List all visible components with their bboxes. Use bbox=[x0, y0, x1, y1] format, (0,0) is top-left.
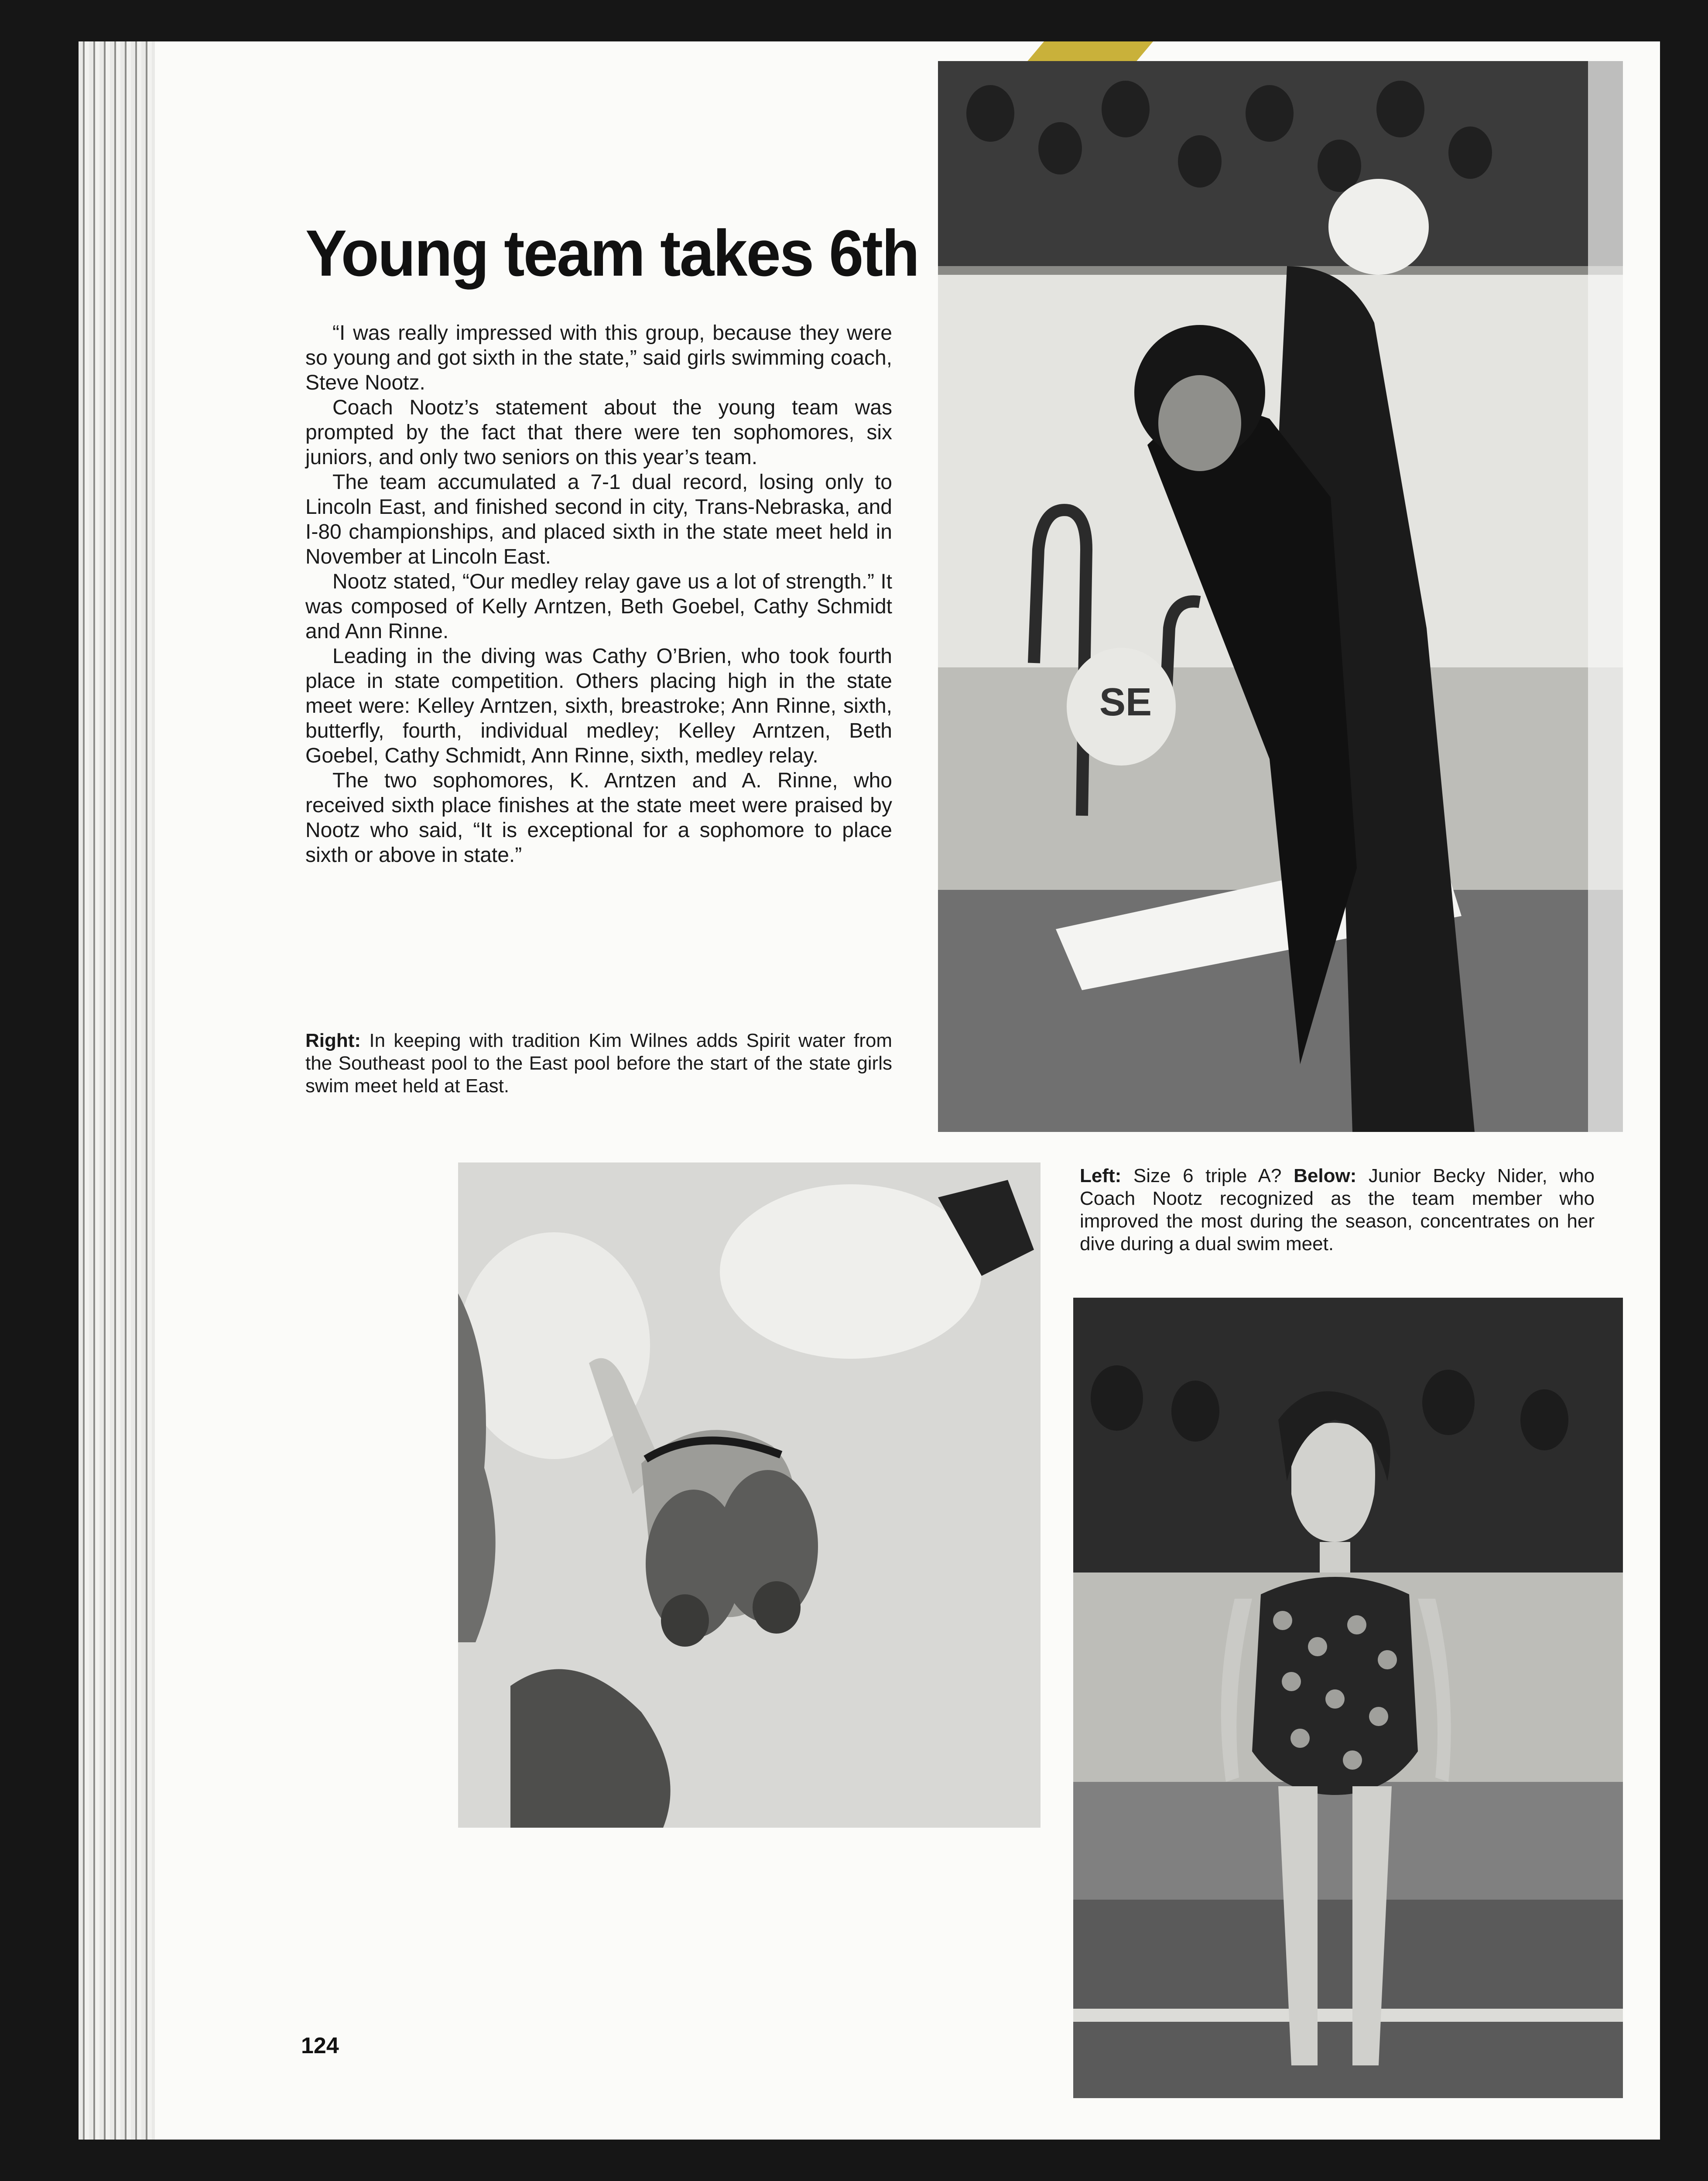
photo-becky-nider-image bbox=[1073, 1298, 1623, 2098]
photo-becky-nider bbox=[1073, 1298, 1623, 2098]
article-paragraph: Leading in the diving was Cathy O’Brien, who took fourth place in state competition. Others placing high in the state meet were: Kelley Arntzen, sixth, breastroke; Ann Rinne, sixth, butterfly, fourth, individual medley; Kelley Arntzen, Beth Goebel, Cathy Schmidt, Ann Rinne, sixth, medley relay. bbox=[305, 645, 892, 767]
caption-text: Size 6 triple A? bbox=[1121, 1165, 1294, 1186]
article-paragraph: The two sophomores, K. Arntzen and A. Rinne, who received sixth place finishes at the state meet were praised by Nootz who said, “It is exceptional for a sophomore to place sixth or above in state.” bbox=[305, 769, 892, 867]
caption-text: Junior Becky Nider, who Coach Nootz recognized as the team member who improved the most during the season, concentrates on her dive during a dual swim meet. bbox=[1080, 1165, 1595, 1255]
article-paragraph: “I was really impressed with this group, because they were so young and got sixth in the state,” said girls swimming coach, Steve Nootz. bbox=[305, 321, 892, 394]
caption-text: In keeping with tradition Kim Wilnes adds Spirit water from the Southeast pool to the East pool before the start of the state girls swim meet held at East. bbox=[305, 1030, 892, 1097]
photo-spirit-water bbox=[938, 61, 1623, 1132]
photo-diver-feet bbox=[458, 1162, 1041, 1828]
article-paragraph: Nootz stated, “Our medley relay gave us a lot of strength.” It was composed of Kelly Arntzen, Beth Goebel, Cathy Schmidt and Ann Rinne. bbox=[305, 570, 892, 643]
photo-spirit-water-image bbox=[938, 61, 1623, 1132]
article-body bbox=[305, 321, 892, 868]
article-paragraph: Coach Nootz’s statement about the young team was prompted by the fact that there were ten sophomores, six juniors, and only two seniors on this year’s team. bbox=[305, 396, 892, 469]
headline: Young team takes 6th bbox=[305, 216, 919, 290]
article-paragraph: The team accumulated a 7-1 dual record, losing only to Lincoln East, and finished second in city, Trans-Nebraska, and I-80 championships, and placed sixth in the state meet held in November at Lincoln East. bbox=[305, 471, 892, 568]
caption-lead: Below: bbox=[1294, 1165, 1357, 1186]
book-page-edges bbox=[79, 41, 161, 2140]
caption-lead: Left: bbox=[1080, 1165, 1122, 1186]
page-number: 124 bbox=[301, 2033, 339, 2058]
jug-lettering: SE bbox=[1099, 680, 1152, 724]
caption-left-below bbox=[1080, 1165, 1595, 1255]
caption-lead: Right: bbox=[305, 1030, 361, 1051]
caption-right bbox=[305, 1029, 892, 1097]
photo-diver-feet-image bbox=[458, 1162, 1041, 1828]
